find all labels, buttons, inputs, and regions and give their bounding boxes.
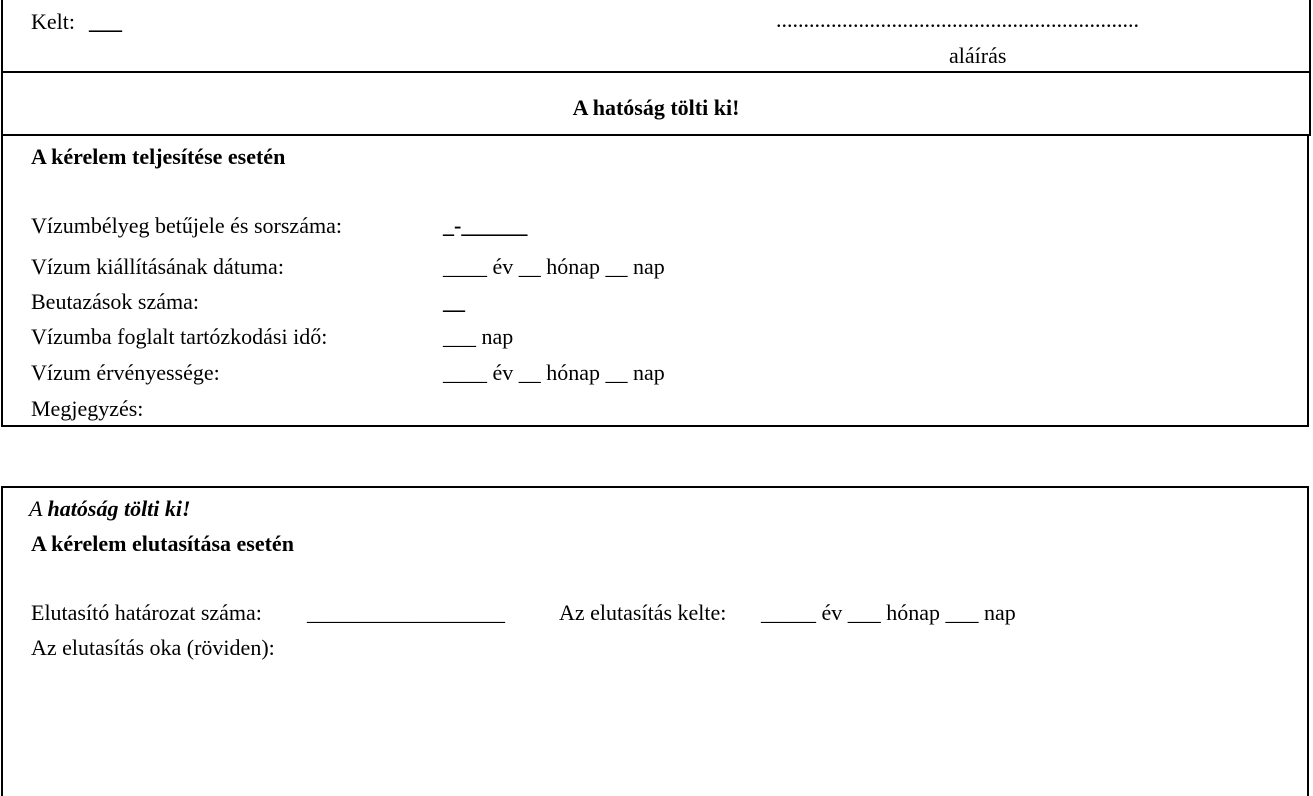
stamp-label: Vízumbélyeg betűjele és sorszáma: [31,213,342,238]
issue-date-value[interactable]: ____ év __ hónap __ nap [443,254,665,279]
approval-section [1,134,1309,427]
decision-number-label: Elutasító határozat száma: [31,600,262,625]
authority-note-bold: hatóság tölti ki! [47,496,191,521]
entries-label: Beutazások száma: [31,289,199,314]
authority-header [1,73,1311,136]
validity-value[interactable]: ____ év __ hónap __ nap [443,360,665,385]
signature-line[interactable]: .................................................................. [776,7,1139,32]
stay-duration-value[interactable]: ___ nap [443,324,514,349]
signature-label: aláírás [949,43,1007,68]
decision-number-blank[interactable]: __________________ [307,600,505,625]
note-label: Megjegyzés: [31,396,144,421]
authority-note-prefix: A [29,496,48,521]
stamp-value[interactable]: _-______ [443,213,528,238]
issue-date-label: Vízum kiállításának dátuma: [31,254,284,279]
rejection-reason-label: Az elutasítás oka (röviden): [31,635,275,660]
rejection-heading: A kérelem elutasítása esetén [31,531,294,556]
rejection-section [1,486,1309,796]
rejection-date-label: Az elutasítás kelte: [559,600,727,625]
approval-heading: A kérelem teljesítése esetén [31,144,286,169]
date-blank[interactable]: ___ [89,9,122,34]
authority-title: A hatóság tölti ki! [572,95,740,120]
date-label: Kelt: [31,9,75,34]
validity-label: Vízum érvényessége: [31,360,220,385]
rejection-authority-note [29,498,191,520]
entries-value[interactable]: __ [443,289,465,314]
signature-section [1,0,1311,73]
stay-duration-label: Vízumba foglalt tartózkodási idő: [31,324,328,349]
rejection-date-blank[interactable]: _____ év ___ hónap ___ nap [761,600,1016,625]
